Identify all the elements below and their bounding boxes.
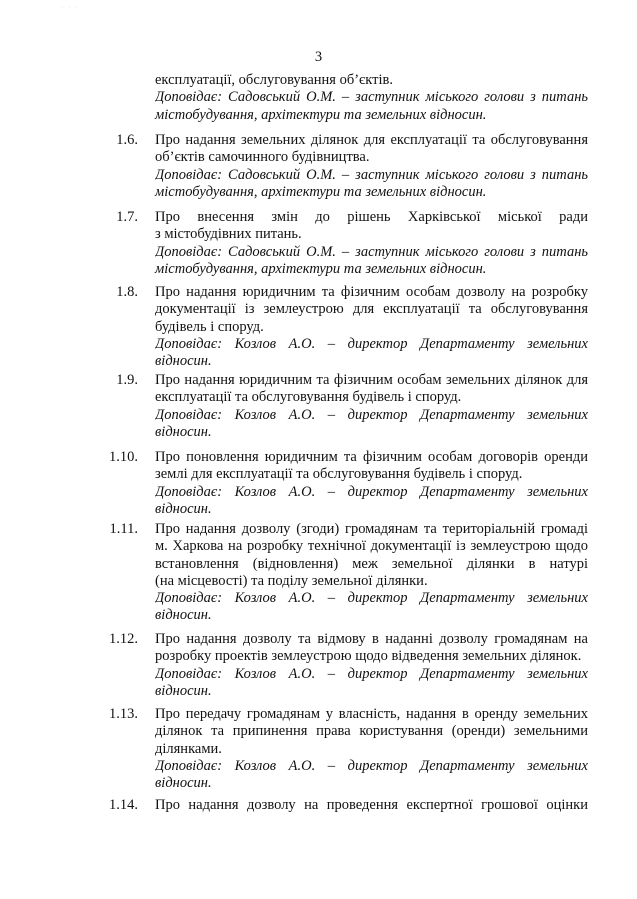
item-speaker-line: Доповідає: Козлов А.О. – директор Департаменту земельних <box>155 757 588 774</box>
item-speaker-line: містобудування, архітектури та земельних відносин. <box>155 183 487 200</box>
item-number: 1.9. <box>116 372 138 388</box>
item-title-line: документації із землеустрою для експлуатації та обслуговування <box>155 301 588 318</box>
item-speaker-line: відносин. <box>155 775 212 792</box>
item-title-line: Про надання дозволу та відмову в наданні дозволу громадянам на <box>155 631 588 647</box>
item-title-line: Про передачу громадянам у власність, надання в оренду земельних <box>155 706 588 722</box>
item-body <box>155 706 588 792</box>
item-title-line: Про надання дозволу на проведення експертної грошової оцінки <box>155 797 588 813</box>
item-number: 1.6. <box>116 132 138 148</box>
item-title-line: ділянок та припинення права користування (оренди) земельними <box>155 723 588 740</box>
item-title-line: землі для експлуатації та обслуговування будівель і споруд. <box>155 466 523 483</box>
item-title-line: ділянками. <box>155 740 222 757</box>
item-speaker-line: відносин. <box>155 423 212 440</box>
item-number: 1.11. <box>109 521 138 537</box>
page-number: 3 <box>314 49 323 65</box>
item-title-line: з містобудівних питань. <box>155 226 302 243</box>
item-number: 1.13. <box>109 706 138 722</box>
item-title-line: Про надання юридичним та фізичним особам земельних ділянок для <box>155 372 588 388</box>
scan-artifact: · · · <box>62 6 80 11</box>
item-body <box>155 631 588 700</box>
item-speaker-line: відносин. <box>155 500 212 517</box>
item-title-line: об’єктів самочинного будівництва. <box>155 149 370 166</box>
item-number: 1.14. <box>109 797 138 813</box>
item-number: 1.10. <box>109 449 138 465</box>
item-title-line: (на місцевості) та поділу земельної ділянки. <box>155 572 428 589</box>
item-title-line: Про надання земельних ділянок для експлуатації та обслуговування <box>155 132 588 148</box>
item-title-line: м. Харкова на розробку технічної документації із землеустрою щодо <box>155 538 588 555</box>
item-body <box>155 132 588 201</box>
item-speaker-line: Доповідає: Козлов А.О. – директор Департаменту земельних <box>155 590 588 607</box>
item-speaker-line: Доповідає: Козлов А.О. – директор Департаменту земельних <box>155 483 588 500</box>
item-speaker-line: містобудування, архітектури та земельних відносин. <box>155 106 487 123</box>
item-speaker-line: Доповідає: Садовський О.М. – заступник міського голови з питань <box>155 166 588 183</box>
item-title-line: Про поновлення юридичним та фізичним особам договорів оренди <box>155 449 588 465</box>
item-title-line: експлуатації, обслуговування об’єктів. <box>155 72 393 88</box>
item-body <box>155 72 588 124</box>
item-speaker-line: Доповідає: Садовський О.М. – заступник міського голови з питань <box>155 243 588 260</box>
item-speaker-line: Доповідає: Козлов А.О. – директор Департаменту земельних <box>155 335 588 352</box>
item-number: 1.7. <box>116 209 138 225</box>
item-body <box>155 284 588 370</box>
item-body <box>155 372 588 441</box>
item-speaker-line: Доповідає: Садовський О.М. – заступник міського голови з питань <box>155 89 588 106</box>
item-speaker-line: містобудування, архітектури та земельних відносин. <box>155 260 487 277</box>
item-speaker-line: відносин. <box>155 682 212 699</box>
item-title-line: експлуатації та обслуговування будівель і споруд. <box>155 389 462 406</box>
item-body <box>155 209 588 278</box>
item-number: 1.8. <box>116 284 138 300</box>
item-title-line: Про надання юридичним та фізичним особам дозволу на розробку <box>155 284 588 300</box>
item-speaker-line: відносин. <box>155 607 212 624</box>
item-title-line: встановлення (відновлення) меж земельної ділянки в натурі <box>155 555 588 572</box>
item-number: 1.12. <box>109 631 138 647</box>
item-speaker-line: Доповідає: Козлов А.О. – директор Департаменту земельних <box>155 406 588 423</box>
item-body <box>155 797 588 814</box>
item-title-line: Про внесення змін до рішень Харківської міської ради <box>155 209 588 225</box>
item-title-line: розробку проектів землеустрою щодо відведення земельних ділянок. <box>155 648 582 665</box>
item-body <box>155 521 588 625</box>
item-title-line: Про надання дозволу (згоди) громадянам та територіальній громаді <box>155 521 588 537</box>
item-title-line: будівель і споруд. <box>155 318 264 335</box>
item-speaker-line: відносин. <box>155 353 212 370</box>
item-speaker-line: Доповідає: Козлов А.О. – директор Департаменту земельних <box>155 665 588 682</box>
item-body <box>155 449 588 518</box>
